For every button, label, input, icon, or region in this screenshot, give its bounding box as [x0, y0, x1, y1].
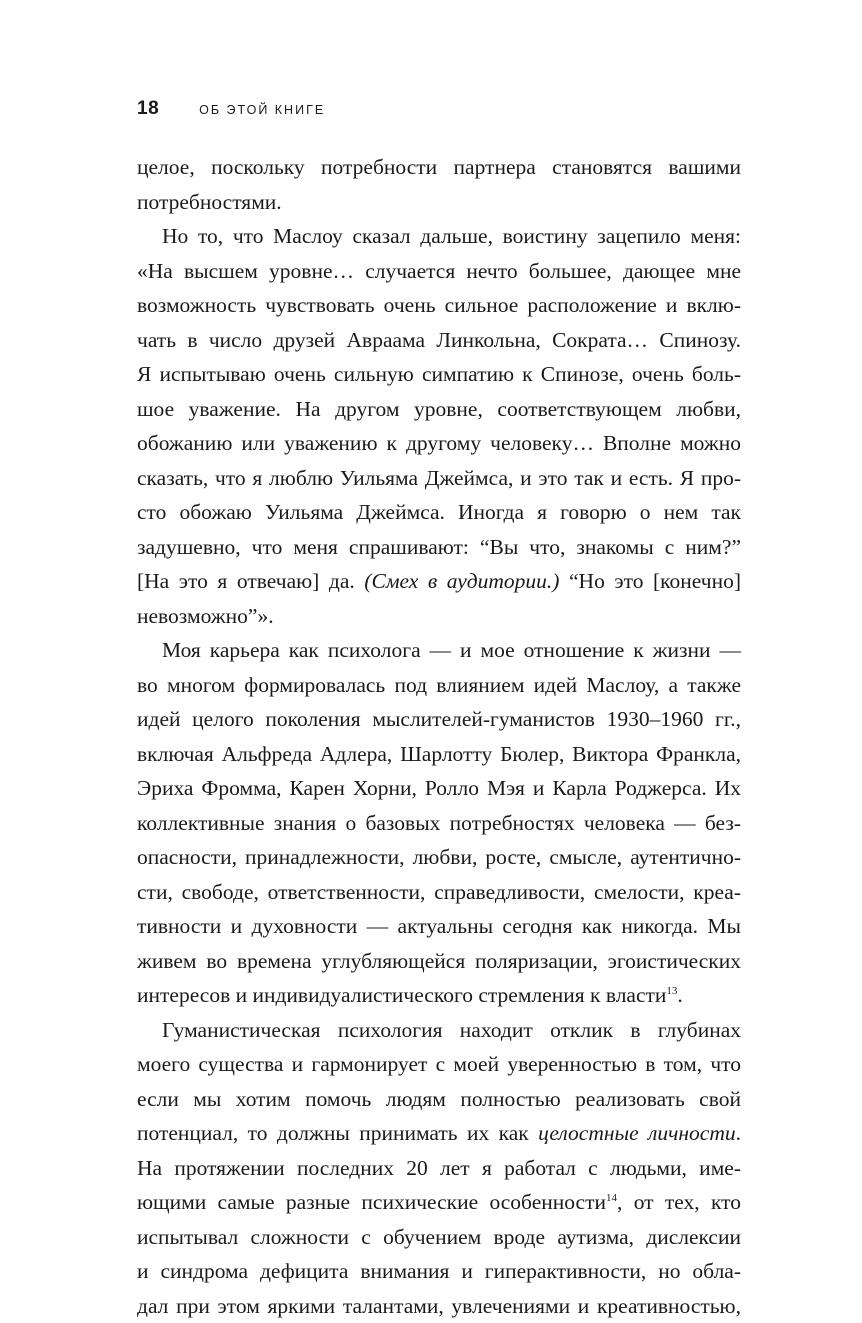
text-line: моего существа и гармонирует с моей уверенностью в том, что — [137, 1047, 741, 1082]
text-line: живем во времена углубляющейся поляризации, эгоистических — [137, 944, 741, 979]
text-run: интересов и индивидуалистического стремления к власти — [137, 983, 666, 1007]
text-line: На протяжении последних 20 лет я работал с людьми, име- — [137, 1151, 741, 1186]
text-line: обожанию или уважению к другому человеку… Вполне можно — [137, 426, 741, 461]
text-line: если мы хотим помочь людям полностью реализовать свой — [137, 1082, 741, 1117]
text-line: возможность чувствовать очень сильное расположение и вклю- — [137, 288, 741, 323]
punct-period: . — [677, 983, 682, 1007]
text-line-mixed — [137, 564, 741, 599]
text-line: во многом формировалась под влиянием идей Маслоу, а также — [137, 668, 741, 703]
text-line: идей целого поколения мыслителей-гуманистов 1930–1960 гг., — [137, 702, 741, 737]
body-text — [137, 150, 741, 1323]
text-line-mixed — [137, 1116, 741, 1151]
text-line: целое, поскольку потребности партнера становятся вашими — [137, 150, 741, 185]
text-line: Моя карьера как психолога — и мое отношение к жизни — — [137, 633, 741, 668]
italic-term: целостные личности — [538, 1121, 736, 1145]
text-line: коллективные знания о базовых потребностях человека — без- — [137, 806, 741, 841]
text-run: [На это я отвечаю] да. — [137, 569, 355, 593]
text-line: «На высшем уровне… случается нечто большее, дающее мне — [137, 254, 741, 289]
text-line: Гуманистическая психология находит отклик в глубинах — [137, 1013, 741, 1048]
text-line: Я испытываю очень сильную симпатию к Спинозе, очень боль- — [137, 357, 741, 392]
footnote-ref-13[interactable]: 13 — [666, 985, 677, 997]
text-line: тивности и духовности — актуальны сегодня как никогда. Мы — [137, 909, 741, 944]
running-head — [137, 98, 325, 120]
text-line-mixed — [137, 978, 741, 1013]
text-run: “Но это [конечно] — [569, 569, 741, 593]
running-title: ОБ ЭТОЙ КНИГЕ — [199, 103, 325, 117]
text-line: сто обожаю Уильяма Джеймса. Иногда я говорю о нем так — [137, 495, 741, 530]
footnote-ref-14[interactable]: 14 — [606, 1192, 617, 1204]
text-line: задушевно, что меня спрашивают: “Вы что, знакомы с ним?” — [137, 530, 741, 565]
text-run: потенциал, то должны принимать их как — [137, 1121, 529, 1145]
text-line: опасности, принадлежности, любви, росте, смысле, аутентично- — [137, 840, 741, 875]
text-line: Но то, что Маслоу сказал дальше, воистину зацепило меня: — [137, 219, 741, 254]
text-line: дал при этом яркими талантами, увлечениями и креативностью, — [137, 1289, 741, 1323]
italic-remark: (Смех в аудитории.) — [364, 569, 559, 593]
text-line: включая Альфреда Адлера, Шарлотту Бюлер, Виктора Франкла, — [137, 737, 741, 772]
text-line: испытывал сложности с обучением вроде аутизма, дислексии — [137, 1220, 741, 1255]
text-line: сти, свободе, ответственности, справедливости, смелости, креа- — [137, 875, 741, 910]
text-line: невозможно”». — [137, 599, 741, 634]
page-number: 18 — [137, 98, 159, 120]
text-line: сказать, что я люблю Уильяма Джеймса, и это так и есть. Я про- — [137, 461, 741, 496]
text-run: ющими самые разные психические особенности — [137, 1190, 606, 1214]
punct-period: . — [736, 1121, 741, 1145]
text-line: чать в число друзей Авраама Линкольна, Сократа… Спинозу. — [137, 323, 741, 358]
text-line: шое уважение. На другом уровне, соответствующем любви, — [137, 392, 741, 427]
text-line: и синдрома дефицита внимания и гиперактивности, но обла- — [137, 1254, 741, 1289]
text-run: , от тех, кто — [617, 1190, 741, 1214]
text-line: потребностями. — [137, 185, 741, 220]
text-line-mixed — [137, 1185, 741, 1220]
text-line: Эриха Фромма, Карен Хорни, Ролло Мэя и Карла Роджерса. Их — [137, 771, 741, 806]
